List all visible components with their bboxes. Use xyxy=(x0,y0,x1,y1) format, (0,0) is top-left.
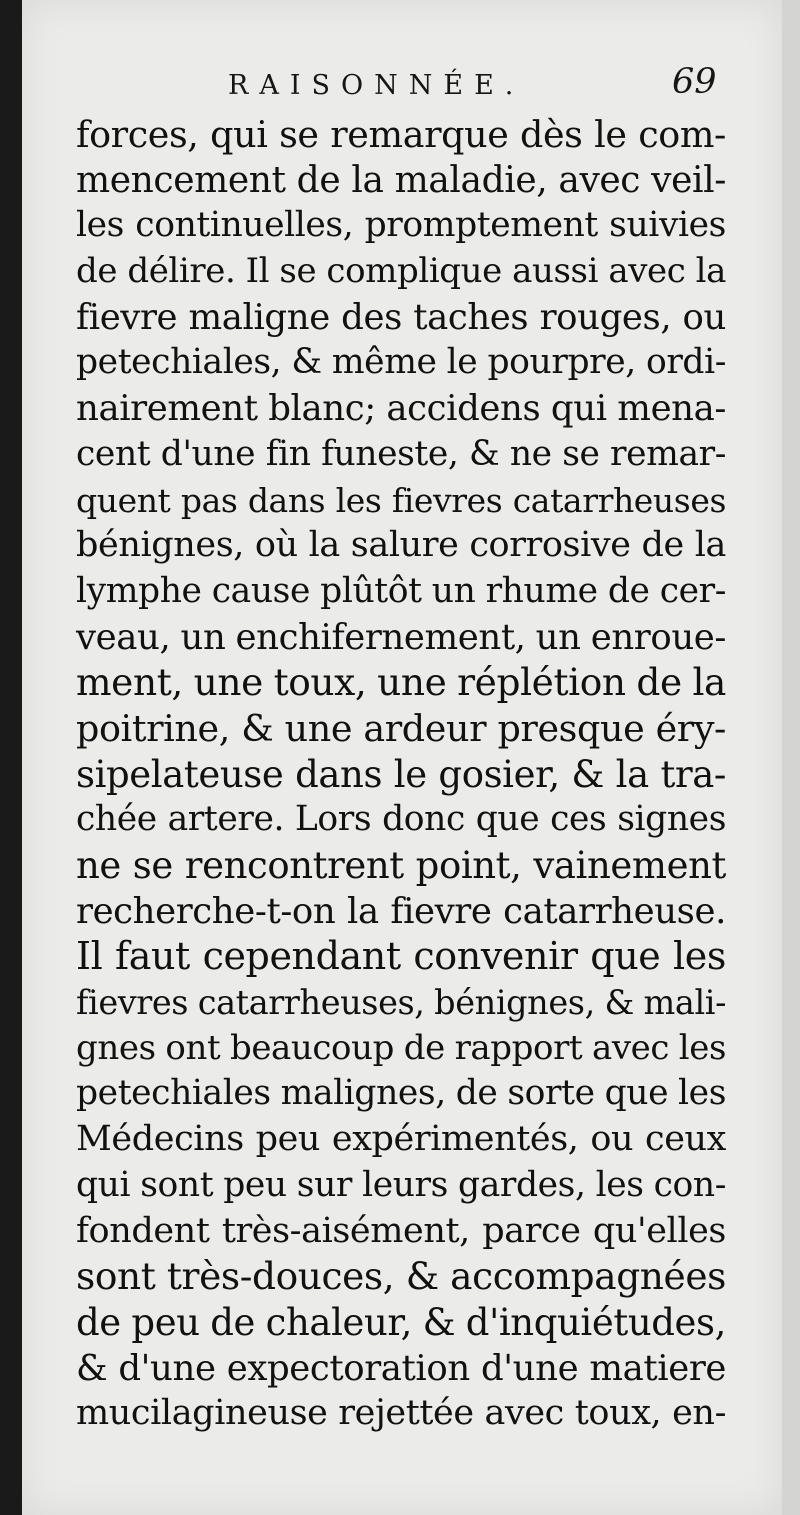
text-line: & d'une expectoration d'une matiere xyxy=(76,1347,726,1389)
text-line: de peu de chaleur, & d'inquiétudes, xyxy=(76,1300,726,1344)
text-line: lymphe cause plûtôt un rhume de cer- xyxy=(76,570,726,611)
body-text xyxy=(76,112,726,1437)
text-line: qui sont peu sur leurs gardes, les con- xyxy=(76,1164,726,1205)
text-line: chée artere. Lors donc que ces signes xyxy=(76,799,726,840)
text-line: quent pas dans les fievres catarrheuses xyxy=(76,480,726,520)
text-line: ment, une toux, une réplétion de la xyxy=(76,660,726,705)
text-line: gnes ont beaucoup de rapport avec les xyxy=(76,1027,726,1068)
text-line: petechiales, & même le pourpre, ordi- xyxy=(76,342,726,383)
text-line: les continuelles, promptement suivies xyxy=(76,205,726,246)
text-line: fondent très-aisément, parce qu'elles xyxy=(76,1210,726,1251)
text-line: veau, un enchifernement, un enroue- xyxy=(76,616,726,658)
text-line: petechiales malignes, de sorte que les xyxy=(76,1073,726,1114)
text-line: cent d'une fin funeste, & ne se remar- xyxy=(76,433,726,474)
text-line: Médecins peu expérimentés, ou ceux xyxy=(76,1119,726,1160)
text-line: forces, qui se remarque dès le com- xyxy=(76,113,726,156)
text-line: nairement blanc; accidens qui mena- xyxy=(76,388,726,430)
text-line: recherche-t-on la fievre catarrheuse. xyxy=(76,890,726,932)
page-edge xyxy=(782,0,800,1515)
page-header xyxy=(0,58,800,106)
text-line: mencement de la maladie, avec veil- xyxy=(76,159,726,201)
text-line: de délire. Il se complique aussi avec la xyxy=(76,251,726,292)
running-title: RAISONNÉE. xyxy=(228,70,525,101)
text-line: fievre maligne des taches rouges, ou xyxy=(76,296,726,338)
text-line: Il faut cependant convenir que les xyxy=(76,934,726,979)
text-line: sont très-douces, & accompagnées xyxy=(76,1254,726,1299)
text-line: bénignes, où la salure corrosive de la xyxy=(76,525,726,566)
text-line: fievres catarrheuses, bénignes, & mali- xyxy=(76,983,726,1023)
text-line: mucilagineuse rejettée avec toux, en- xyxy=(76,1393,726,1434)
page-number: 69 xyxy=(672,62,717,102)
text-line: sipelateuse dans le gosier, & la tra- xyxy=(76,752,726,796)
text-line: poitrine, & une ardeur presque éry- xyxy=(76,706,726,750)
text-line: ne se rencontrent point, vainement xyxy=(76,844,726,887)
